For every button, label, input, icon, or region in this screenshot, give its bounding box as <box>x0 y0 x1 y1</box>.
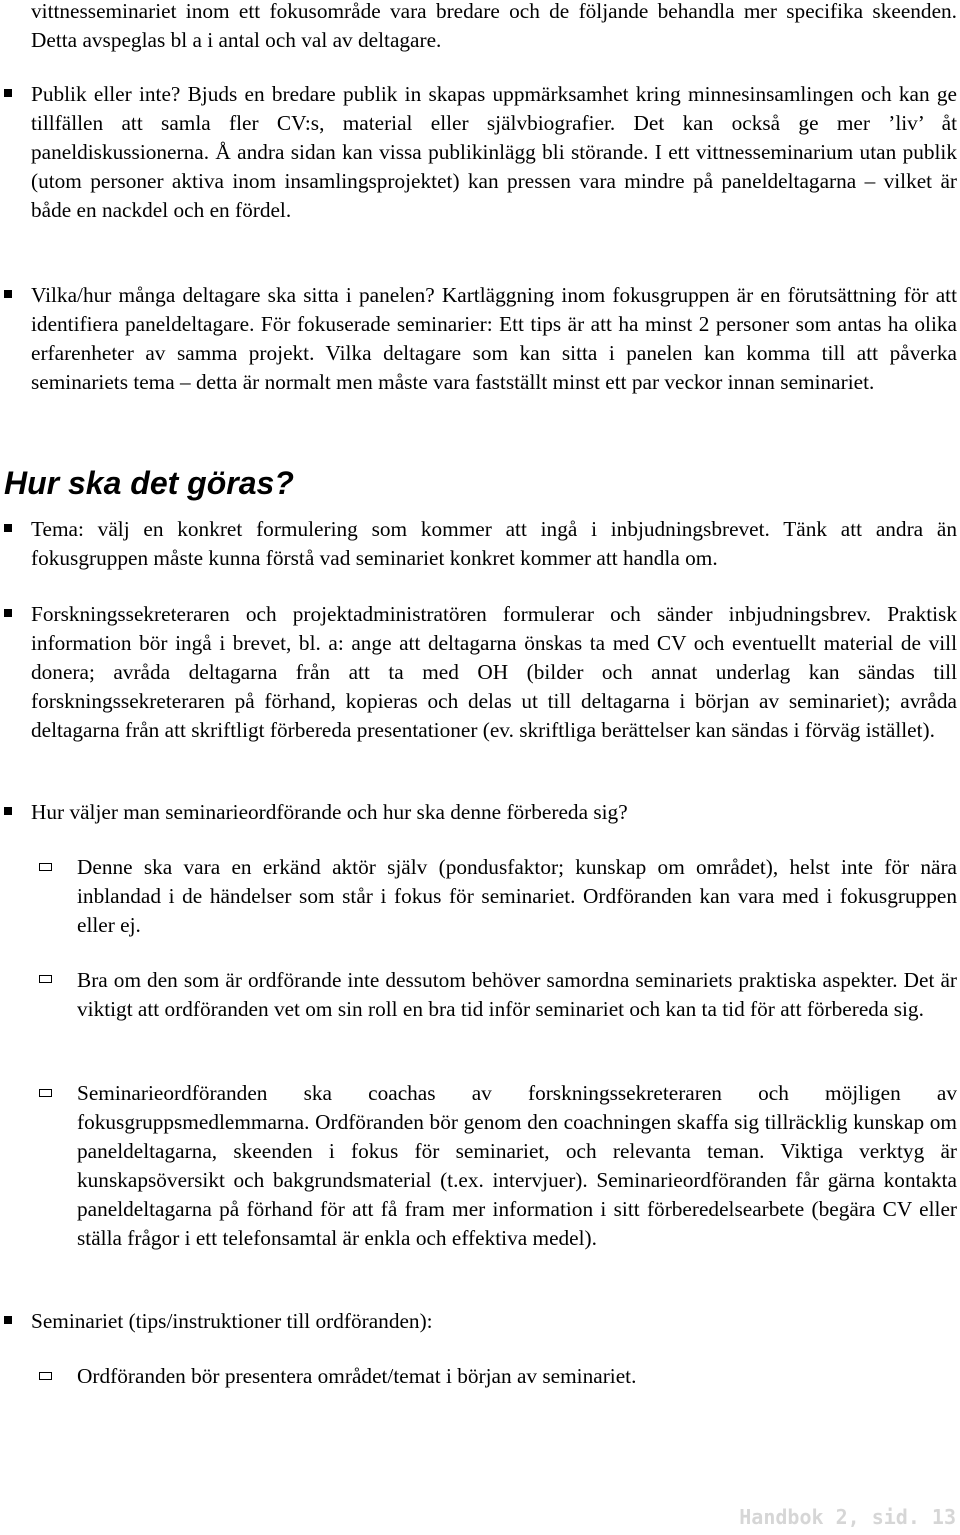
bullet-ordforande: Hur väljer man seminarieordförande och hur ska denne förbereda sig? <box>31 800 628 824</box>
bullet-publik-rest: Å andra sidan kan vissa publikinlägg bli störande. I ett vittnesseminarium utan publik (utom personer aktiva inom insamlingsprojektet) kan pressen vara mindre på paneldeltagarna – vilket är både en nackdel och en fördel. <box>31 140 957 222</box>
bullet-square-icon <box>4 89 12 97</box>
bullet-square-icon <box>4 290 12 298</box>
bullet-square-icon <box>4 524 12 532</box>
intro-paragraph: vittnesseminariet inom ett fokusområde vara bredare och de följande behandla mer specifika skeenden. Detta avspeglas bl a i antal och val av deltagare. <box>31 0 957 52</box>
bullet-tema: Tema: välj en konkret formulering som kommer att ingå i inbjudningsbrevet. Tänk att andra än fokusgruppen måste kunna förstå vad seminariet konkret kommer att handla om. <box>31 517 957 570</box>
bullet-square-icon <box>4 1316 12 1324</box>
bullet-deltagare-rest: Kartläggning inom fokusgruppen är en förutsättning för att identifiera paneldeltagare. För fokuserade seminarier: Ett tips är att ha minst 2 personer som antas ha olika erfarenheter av samma projekt. Vilka deltagare som kan sitta i panelen kan komma till att påverka seminariets tema – detta är normalt men måste vara fastställt minst ett par veckor innan seminariet. <box>31 283 957 394</box>
sub-bullet-icon <box>39 863 52 871</box>
sub-item-aktor: Denne ska vara en erkänd aktör själv (pondusfaktor; kunskap om området), helst inte för nära inblandad i de händelser som står i fokus för seminariet. Ordföranden kan vara med i fokusgruppen eller ej. <box>77 855 957 937</box>
sub-bullet-icon <box>39 1372 52 1380</box>
bullet-deltagare <box>31 281 957 397</box>
bullet-publik-lead: Publik eller inte? Bjuds en bredare publik in skapas uppmärksamhet kring minnesinsamlingen och kan ge tillfällen att samla fler CV:s, material eller självbiografier. Det kan också ge mer ’liv’ åt paneldiskussionerna. <box>31 82 957 164</box>
section-heading: Hur ska det göras? <box>4 465 294 501</box>
sub-item-coachas: Seminarieordföranden ska coachas av forskningssekreteraren och möjligen av fokusgruppsmedlemmarna. Ordföranden bör genom den coachningen skaffa sig tillräcklig kunskap om paneldeltagarna, skeenden i fokus för seminariet, och relevanta teman. Viktiga verktyg är kunskapsöversikt och bakgrundsmaterial (t.ex. intervjuer). Seminarieordföranden får gärna kontakta paneldeltagarna på förhand för att få fram mer information i sitt förberedelsearbete (begära CV eller ställa frågor i ett telefonsamtal är enkla och effektiva medel). <box>77 1081 957 1250</box>
bullet-inbjudningsbrev: Forskningssekreteraren och projektadministratören formulerar och sänder inbjudningsbrev. Praktisk information bör ingå i brevet, bl. a: ange att deltagarna önskas ta med CV och eventuellt material de vill donera; avråda deltagarna från att ta med OH (bilder och annat underlag kan sändas till forskningssekreteraren på förhand, kopieras och delas ut till deltagarna i början av seminariet); avråda deltagarna från att skriftligt förbereda presentationer (ev. skriftliga berättelser kan sändas i förväg istället). <box>31 602 957 742</box>
sub-item-presentera: Ordföranden bör presentera området/temat i början av seminariet. <box>77 1364 637 1388</box>
page-footer: Handbok 2, sid. 13 <box>739 1505 956 1529</box>
bullet-square-icon <box>4 609 12 617</box>
bullet-publik <box>31 80 957 225</box>
sub-bullet-icon <box>39 1089 52 1097</box>
bullet-square-icon <box>4 807 12 815</box>
bullet-deltagare-lead: Vilka/hur många deltagare ska sitta i panelen? <box>31 283 435 307</box>
sub-item-praktiska: Bra om den som är ordförande inte dessutom behöver samordna seminariets praktiska aspekter. Det är viktigt att ordföranden vet om sin roll en bra tid inför seminariet och kan ta tid för att förbereda sig. <box>77 968 957 1021</box>
sub-bullet-icon <box>39 975 52 983</box>
bullet-seminariet: Seminariet (tips/instruktioner till ordföranden): <box>31 1309 433 1333</box>
